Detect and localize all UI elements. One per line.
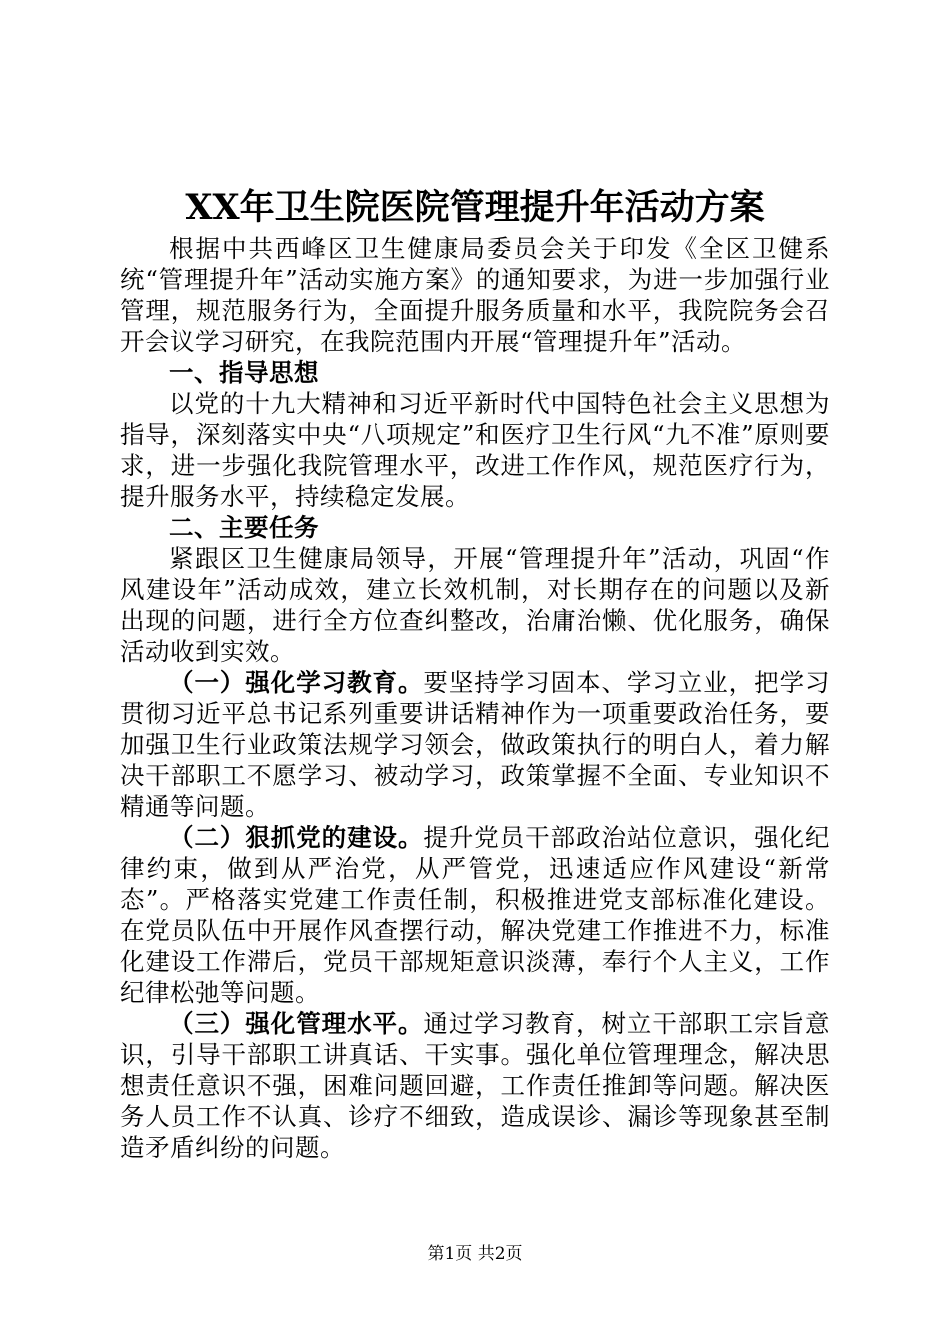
document-body (120, 233, 830, 1163)
task-item-study-education (120, 667, 830, 822)
task-item-lead: （二）狠抓党的建设。 (169, 823, 424, 852)
task-item-text: 通过学习教育，树立干部职工宗旨意识，引导干部职工讲真话、干实事。强化单位管理理念，解决思想责任意识不强，困难问题回避，工作责任推卸等问题。解决医务人员工作不认真、诊疗不细致，造成误诊、漏诊等现象甚至制造矛盾纠纷的问题。 (120, 1009, 831, 1162)
task-item-text: 提升党员干部政治站位意识，强化纪律约束，做到从严治党，从严管党，迅速适应作风建设“新常态”。严格落实党建工作责任制，积极推进党支部标准化建设。在党员队伍中开展作风查摆行动，解决党建工作推进不力，标准化建设工作滞后，党员干部规矩意识淡薄，奉行个人主义，工作纪律松弛等问题。 (120, 823, 831, 1007)
task-item-text: 要坚持学习固本、学习立业，把学习贯彻习近平总书记系列重要讲话精神作为一项重要政治任务，要加强卫生行业政策法规学习领会，做政策执行的明白人，着力解决干部职工不愿学习、被动学习，政策掌握不全面、专业知识不精通等问题。 (120, 668, 831, 821)
task-item-lead: （一）强化学习教育。 (169, 668, 424, 697)
guiding-ideology-paragraph: 以党的十九大精神和习近平新时代中国特色社会主义思想为指导，深刻落实中央“八项规定”和医疗卫生行风“九不准”原则要求，进一步强化我院管理水平，改进工作作风，规范医疗行为，提升服务水平，持续稳定发展。 (120, 389, 830, 511)
task-item-party-building (120, 822, 830, 1008)
section-heading-guiding-ideology: 一、指导思想 (169, 358, 319, 387)
task-item-lead: （三）强化管理水平。 (169, 1009, 424, 1038)
page-number-footer: 第1页 共2页 (427, 1244, 523, 1264)
intro-paragraph: 根据中共西峰区卫生健康局委员会关于印发《全区卫健系统“管理提升年”活动实施方案》的通知要求，为进一步加强行业管理，规范服务行为，全面提升服务质量和水平，我院院务会召开会议学习研究，在我院范围内开展“管理提升年”活动。 (120, 234, 830, 356)
document-title: XX年卫生院医院管理提升年活动方案 (185, 187, 765, 228)
task-item-management-level (120, 1008, 830, 1163)
main-tasks-paragraph: 紧跟区卫生健康局领导，开展“管理提升年”活动，巩固“作风建设年”活动成效，建立长效机制，对长期存在的问题以及新出现的问题，进行全方位查纠整改，治庸治懒、优化服务，确保活动收到实效。 (120, 544, 830, 666)
section-heading-main-tasks: 二、主要任务 (169, 513, 319, 542)
